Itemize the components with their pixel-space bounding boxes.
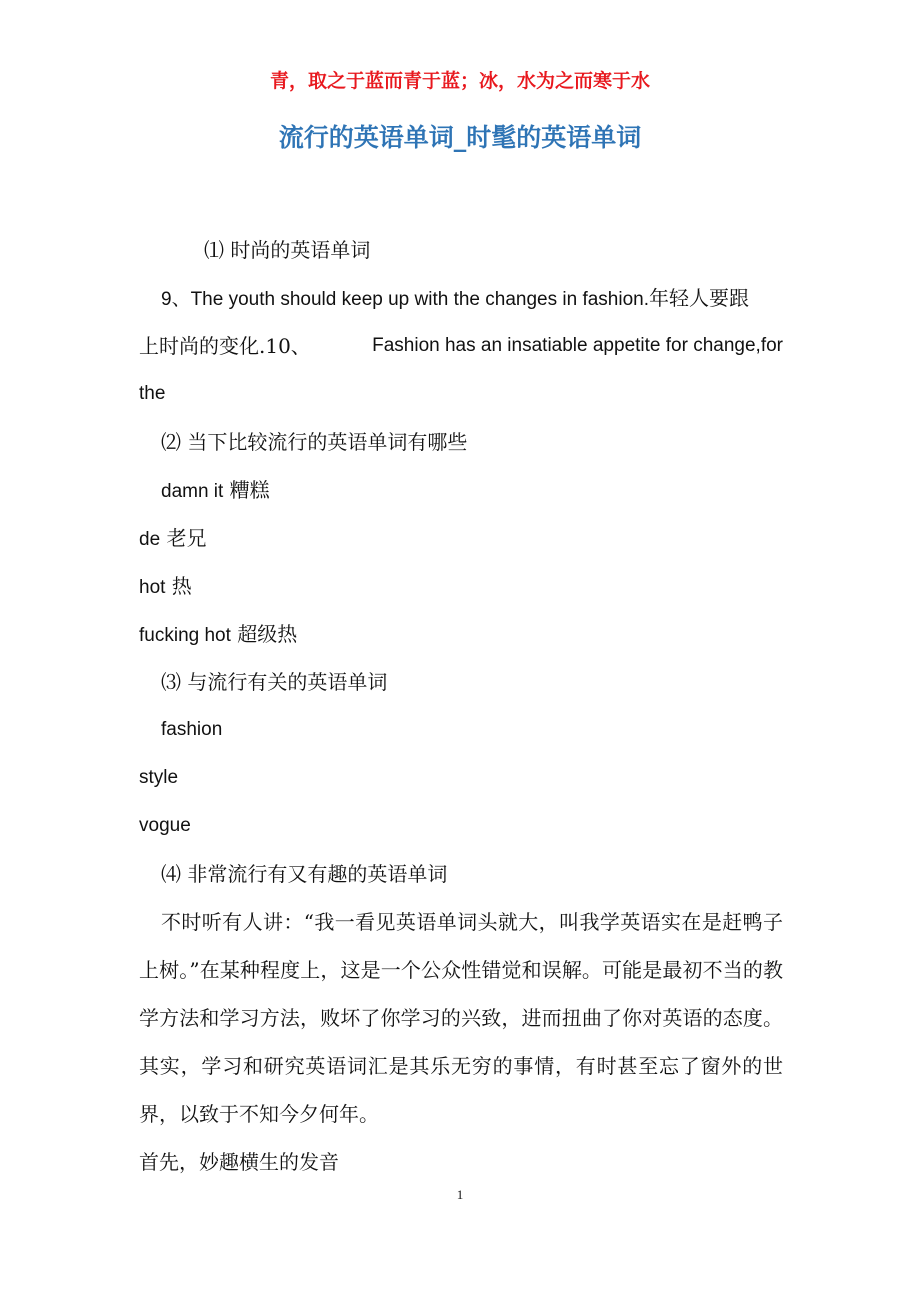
sentence-9-chinese-a: 年轻人要跟 bbox=[649, 286, 749, 310]
section-3-heading: ⑶ 与流行有关的英语单词 bbox=[161, 670, 388, 694]
document-body bbox=[139, 226, 783, 1186]
sentence-9-line bbox=[139, 274, 783, 322]
word-english: fucking hot bbox=[139, 625, 231, 646]
word-item bbox=[139, 466, 783, 514]
sentence-10-english: Fashion has an insatiable appetite for change,for bbox=[372, 335, 783, 356]
fashion-word: vogue bbox=[139, 815, 191, 836]
header-motto: 青，取之于蓝而青于蓝；冰，水为之而寒于水 bbox=[269, 70, 650, 92]
fashion-word: style bbox=[139, 767, 179, 788]
word-item bbox=[139, 610, 783, 658]
word-english: hot bbox=[139, 577, 166, 598]
section-4-paragraph: 不时听有人讲：“我一看见英语单词头就大，叫我学英语实在是赶鸭子上树。”在某种程度上，这是一个公众性错觉和误解。可能是最初不当的教学方法和学习方法，败坏了你学习的兴致，进而扭曲了你对英语的态度。其实，学习和研究英语词汇是其乐无穷的事情，有时甚至忘了窗外的世界，以致于不知今夕何年。 bbox=[139, 910, 783, 1126]
word-chinese: 超级热 bbox=[237, 622, 298, 646]
section-4-subheading: 首先，妙趣横生的发音 bbox=[139, 1150, 339, 1174]
fashion-word: fashion bbox=[161, 719, 223, 740]
sentence-9-number: 9、 bbox=[161, 289, 191, 310]
sentence-10-tail: the bbox=[139, 383, 166, 404]
word-chinese: 糟糕 bbox=[229, 478, 270, 502]
word-item bbox=[139, 514, 783, 562]
sentence-10-prefix bbox=[139, 322, 311, 370]
word-english: de bbox=[139, 529, 161, 550]
section-4-heading: ⑷ 非常流行有又有趣的英语单词 bbox=[161, 862, 448, 886]
word-chinese: 热 bbox=[171, 574, 192, 598]
page-title: 流行的英语单词_时髦的英语单词 bbox=[278, 123, 642, 152]
sentence-10-line bbox=[139, 322, 783, 370]
word-english: damn it bbox=[161, 481, 224, 502]
sentence-9-chinese-b: 上时尚的变化 bbox=[139, 334, 259, 358]
page-number: 1 bbox=[456, 1187, 464, 1202]
word-item bbox=[139, 562, 783, 610]
sentence-10-number: .10、 bbox=[259, 334, 311, 358]
section-1-heading: ⑴ 时尚的英语单词 bbox=[204, 238, 371, 262]
word-chinese: 老兄 bbox=[166, 526, 207, 550]
section-2-heading: ⑵ 当下比较流行的英语单词有哪些 bbox=[161, 430, 468, 454]
sentence-9-english: The youth should keep up with the changes in fashion. bbox=[190, 289, 649, 310]
